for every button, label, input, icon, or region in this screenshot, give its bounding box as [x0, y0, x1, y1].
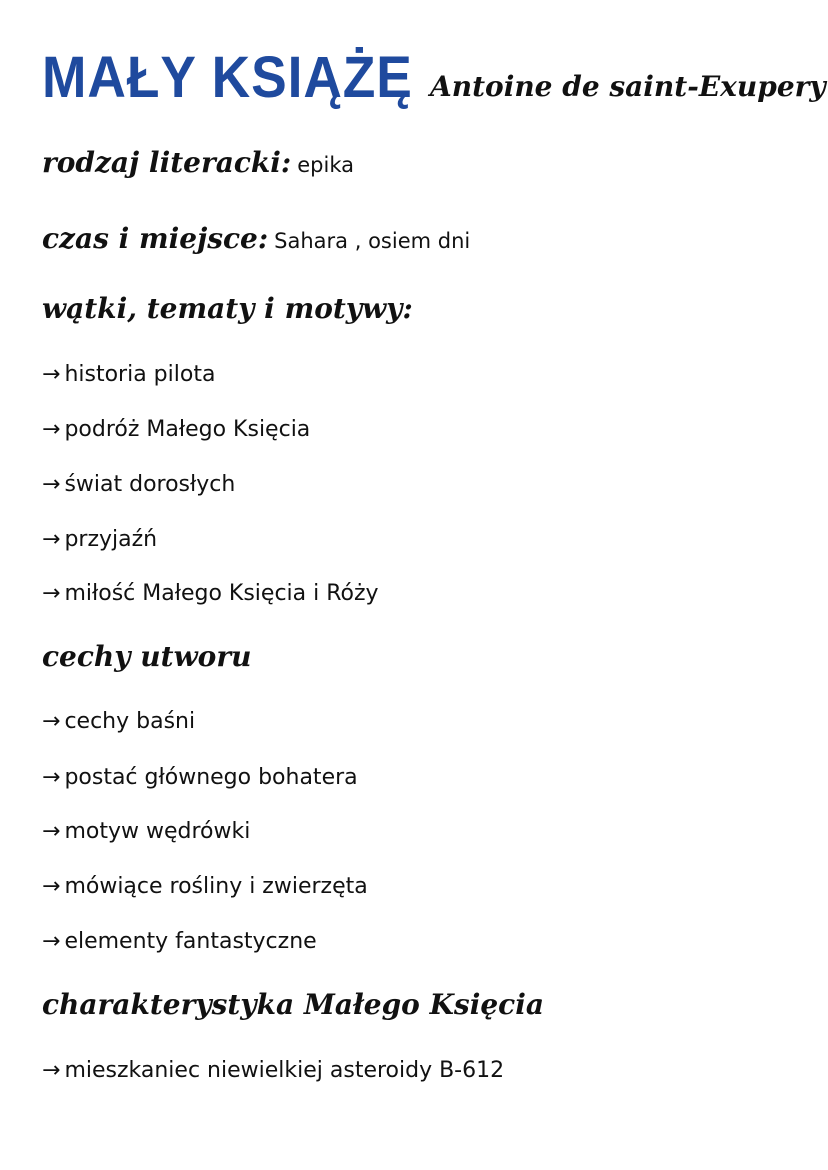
list-item-text: postać głównego bohatera: [64, 765, 358, 790]
list-item-text: mówiące rośliny i zwierzęta: [64, 874, 368, 899]
arrow-icon: →: [42, 929, 61, 954]
genre-label: rodzaj literacki:: [42, 146, 292, 179]
list-item-text: podróż Małego Księcia: [64, 417, 311, 442]
arrow-icon: →: [42, 362, 61, 387]
list-item-text: mieszkaniec niewielkiej asteroidy B-612: [64, 1058, 505, 1083]
arrow-icon: →: [42, 1058, 61, 1083]
list-item: [42, 527, 157, 552]
time-place-value: Sahara , osiem dni: [274, 229, 471, 253]
arrow-icon: →: [42, 874, 61, 899]
list-item: [42, 929, 317, 954]
time-place-line: [42, 222, 470, 255]
arrow-icon: →: [42, 709, 61, 734]
list-item: [42, 819, 250, 844]
arrow-icon: →: [42, 472, 61, 497]
list-item-text: historia pilota: [64, 362, 216, 387]
arrow-icon: →: [42, 527, 61, 552]
genre-line: [42, 146, 354, 179]
list-item: [42, 765, 358, 790]
list-item-text: elementy fantastyczne: [64, 929, 317, 954]
list-item: [42, 1058, 504, 1083]
list-item: [42, 581, 379, 606]
page-title: MAŁY KSIĄŻĘ: [42, 45, 413, 110]
list-item-text: przyjaźń: [64, 527, 158, 552]
character-heading: charakterystyka Małego Księcia: [42, 988, 544, 1021]
arrow-icon: →: [42, 581, 61, 606]
list-item: [42, 472, 235, 497]
themes-heading: wątki, tematy i motywy:: [42, 292, 413, 325]
list-item-text: świat dorosłych: [64, 472, 236, 497]
list-item-text: cechy baśni: [64, 709, 196, 734]
features-heading: cechy utworu: [42, 640, 252, 673]
list-item-text: miłość Małego Księcia i Róży: [64, 581, 379, 606]
arrow-icon: →: [42, 819, 61, 844]
list-item-text: motyw wędrówki: [64, 819, 251, 844]
list-item: [42, 362, 215, 387]
list-item: [42, 874, 368, 899]
time-place-label: czas i miejsce:: [42, 222, 269, 255]
list-item: [42, 417, 310, 442]
list-item: [42, 709, 195, 734]
genre-value: epika: [297, 153, 355, 177]
arrow-icon: →: [42, 765, 61, 790]
arrow-icon: →: [42, 417, 61, 442]
author-name: Antoine de saint-Exupery: [430, 70, 826, 103]
